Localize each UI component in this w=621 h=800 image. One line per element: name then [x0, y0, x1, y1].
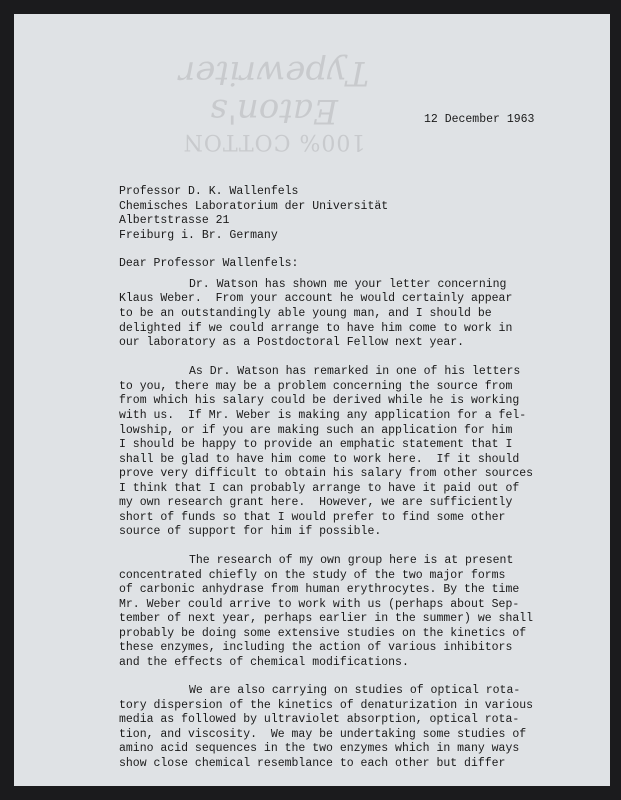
paragraph-line: tory dispersion of the kinetics of denaturization in various [119, 699, 534, 712]
recipient-line: Freiburg i. Br. Germany [119, 229, 278, 242]
paragraph-line: I think that I can probably arrange to have it paid out of [119, 482, 520, 495]
paragraph-line: probably be doing some extensive studies on the kinetics of [119, 627, 527, 640]
paragraph-line: concentrated chiefly on the study of the two major forms [119, 569, 506, 582]
letter-text [14, 14, 610, 786]
paragraph-line: Mr. Weber could arrive to work with us (perhaps about Sep- [119, 598, 520, 611]
paragraph-line: show close chemical resemblance to each other but differ [119, 757, 506, 770]
watermark-line-1: 100% COTTON [182, 128, 366, 154]
paragraph-line: our laboratory as a Postdoctoral Fellow next year. [119, 336, 465, 349]
paragraph-line: my own research grant here. However, we are sufficiently [119, 496, 513, 509]
paragraph-line: shall be glad to have him come to work here. If it should [119, 453, 520, 466]
paragraph-line: I should be happy to provide an emphatic statement that I [119, 438, 513, 451]
watermark-line-2: Eaton's Typewriter [178, 53, 370, 131]
paragraph-line: amino acid sequences in the two enzymes which in many ways [119, 742, 520, 755]
paragraph-line: short of funds so that I would prefer to find some other [119, 511, 506, 524]
letter-date: 12 December 1963 [424, 113, 535, 126]
recipient-line: Albertstrasse 21 [119, 214, 230, 227]
paragraph-line: to be an outstandingly able young man, and I should be [119, 307, 492, 320]
paragraph-line: lowship, or if you are making such an application for him [119, 424, 513, 437]
paragraph-line: these enzymes, including the action of various inhibitors [119, 641, 513, 654]
letter-page [14, 14, 610, 786]
paragraph-line: prove very difficult to obtain his salary from other sources [119, 467, 534, 480]
paragraph-line: source of support for him if possible. [119, 525, 382, 538]
paragraph-line: to you, there may be a problem concerning the source from [119, 380, 513, 393]
paragraph-line: The research of my own group here is at present [189, 554, 514, 567]
paragraph-line: delighted if we could arrange to have him come to work in [119, 322, 513, 335]
salutation: Dear Professor Wallenfels: [119, 257, 299, 270]
paragraph-line: As Dr. Watson has remarked in one of his letters [189, 365, 521, 378]
paragraph-line: Dr. Watson has shown me your letter concerning [189, 278, 507, 291]
paragraph-line: tion, and viscosity. We may be undertaking some studies of [119, 728, 527, 741]
paragraph-line: of carbonic anhydrase from human erythrocytes. By the time [119, 583, 520, 596]
paragraph-line: media as followed by ultraviolet absorption, optical rota- [119, 713, 520, 726]
paragraph-line: with us. If Mr. Weber is making any application for a fel- [119, 409, 527, 422]
paragraph-line: tember of next year, perhaps earlier in the summer) we shall [119, 612, 534, 625]
recipient-line: Chemisches Laboratorium der Universität [119, 200, 389, 213]
paragraph-line: Klaus Weber. From your account he would certainly appear [119, 292, 513, 305]
paragraph-line: and the effects of chemical modifications. [119, 656, 409, 669]
recipient-line: Professor D. K. Wallenfels [119, 185, 299, 198]
paragraph-line: from which his salary could be derived while he is working [119, 394, 520, 407]
paragraph-line: We are also carrying on studies of optical rota- [189, 684, 521, 697]
